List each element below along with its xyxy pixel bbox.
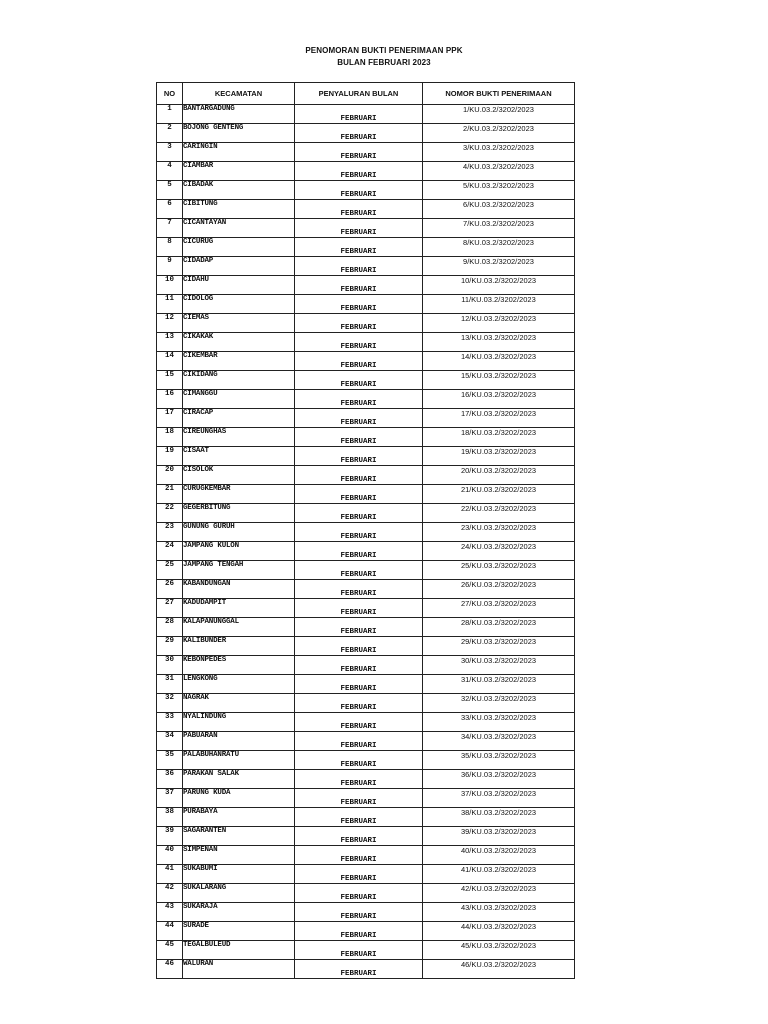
table-row bbox=[157, 618, 575, 637]
kecamatan-cell: BANTARGADUNG bbox=[183, 105, 295, 124]
table-row bbox=[157, 314, 575, 333]
table-row bbox=[157, 523, 575, 542]
document-title bbox=[0, 45, 768, 69]
penyaluran-bulan-cell: FEBRUARI bbox=[295, 827, 423, 846]
kecamatan-cell: JAMPANG KULON bbox=[183, 542, 295, 561]
kecamatan-cell: CISOLOK bbox=[183, 466, 295, 485]
row-number: 1 bbox=[157, 105, 183, 124]
table-row bbox=[157, 257, 575, 276]
kecamatan-cell: CIKEMBAR bbox=[183, 352, 295, 371]
row-number: 32 bbox=[157, 694, 183, 713]
nomor-bukti-cell: 42/KU.03.2/3202/2023 bbox=[423, 884, 575, 903]
row-number: 17 bbox=[157, 409, 183, 428]
nomor-bukti-cell: 32/KU.03.2/3202/2023 bbox=[423, 694, 575, 713]
nomor-bukti-cell: 40/KU.03.2/3202/2023 bbox=[423, 846, 575, 865]
nomor-bukti-cell: 26/KU.03.2/3202/2023 bbox=[423, 580, 575, 599]
penyaluran-bulan-cell: FEBRUARI bbox=[295, 694, 423, 713]
kecamatan-cell: CIDAHU bbox=[183, 276, 295, 295]
kecamatan-cell: CIKIDANG bbox=[183, 371, 295, 390]
penyaluran-bulan-cell: FEBRUARI bbox=[295, 428, 423, 447]
nomor-bukti-cell: 34/KU.03.2/3202/2023 bbox=[423, 732, 575, 751]
kecamatan-cell: NYALINDUNG bbox=[183, 713, 295, 732]
kecamatan-cell: WALURAN bbox=[183, 960, 295, 979]
nomor-bukti-cell: 15/KU.03.2/3202/2023 bbox=[423, 371, 575, 390]
row-number: 10 bbox=[157, 276, 183, 295]
kecamatan-cell: CIEMAS bbox=[183, 314, 295, 333]
penyaluran-bulan-cell: FEBRUARI bbox=[295, 523, 423, 542]
row-number: 12 bbox=[157, 314, 183, 333]
penyaluran-bulan-cell: FEBRUARI bbox=[295, 713, 423, 732]
penyaluran-bulan-cell: FEBRUARI bbox=[295, 352, 423, 371]
penyaluran-bulan-cell: FEBRUARI bbox=[295, 314, 423, 333]
kecamatan-cell: SURADE bbox=[183, 922, 295, 941]
kecamatan-cell: CIBITUNG bbox=[183, 200, 295, 219]
nomor-bukti-cell: 19/KU.03.2/3202/2023 bbox=[423, 447, 575, 466]
row-number: 34 bbox=[157, 732, 183, 751]
row-number: 6 bbox=[157, 200, 183, 219]
table-row bbox=[157, 827, 575, 846]
nomor-bukti-cell: 36/KU.03.2/3202/2023 bbox=[423, 770, 575, 789]
kecamatan-cell: CIREUNGHAS bbox=[183, 428, 295, 447]
row-number: 14 bbox=[157, 352, 183, 371]
nomor-bukti-cell: 12/KU.03.2/3202/2023 bbox=[423, 314, 575, 333]
penyaluran-bulan-cell: FEBRUARI bbox=[295, 789, 423, 808]
penyaluran-bulan-cell: FEBRUARI bbox=[295, 865, 423, 884]
kecamatan-cell: KABANDUNGAN bbox=[183, 580, 295, 599]
table-header bbox=[157, 83, 575, 105]
nomor-bukti-cell: 37/KU.03.2/3202/2023 bbox=[423, 789, 575, 808]
header-nomor-bukti: NOMOR BUKTI PENERIMAAN bbox=[423, 83, 575, 105]
row-number: 35 bbox=[157, 751, 183, 770]
table-row bbox=[157, 409, 575, 428]
row-number: 45 bbox=[157, 941, 183, 960]
table-row bbox=[157, 200, 575, 219]
kecamatan-cell: CIAMBAR bbox=[183, 162, 295, 181]
kecamatan-cell: KADUDAMPIT bbox=[183, 599, 295, 618]
penyaluran-bulan-cell: FEBRUARI bbox=[295, 238, 423, 257]
kecamatan-cell: CIDOLOG bbox=[183, 295, 295, 314]
row-number: 30 bbox=[157, 656, 183, 675]
header-row bbox=[157, 83, 575, 105]
penyaluran-bulan-cell: FEBRUARI bbox=[295, 751, 423, 770]
table-row bbox=[157, 162, 575, 181]
nomor-bukti-cell: 8/KU.03.2/3202/2023 bbox=[423, 238, 575, 257]
penyaluran-bulan-cell: FEBRUARI bbox=[295, 599, 423, 618]
table-row bbox=[157, 238, 575, 257]
nomor-bukti-cell: 29/KU.03.2/3202/2023 bbox=[423, 637, 575, 656]
penyaluran-bulan-cell: FEBRUARI bbox=[295, 257, 423, 276]
row-number: 37 bbox=[157, 789, 183, 808]
row-number: 36 bbox=[157, 770, 183, 789]
nomor-bukti-cell: 13/KU.03.2/3202/2023 bbox=[423, 333, 575, 352]
nomor-bukti-cell: 4/KU.03.2/3202/2023 bbox=[423, 162, 575, 181]
penyaluran-bulan-cell: FEBRUARI bbox=[295, 162, 423, 181]
penyaluran-bulan-cell: FEBRUARI bbox=[295, 485, 423, 504]
nomor-bukti-cell: 25/KU.03.2/3202/2023 bbox=[423, 561, 575, 580]
nomor-bukti-cell: 9/KU.03.2/3202/2023 bbox=[423, 257, 575, 276]
penyaluran-bulan-cell: FEBRUARI bbox=[295, 143, 423, 162]
table-row bbox=[157, 390, 575, 409]
nomor-bukti-cell: 38/KU.03.2/3202/2023 bbox=[423, 808, 575, 827]
penyaluran-bulan-cell: FEBRUARI bbox=[295, 105, 423, 124]
table-row bbox=[157, 865, 575, 884]
penyaluran-bulan-cell: FEBRUARI bbox=[295, 466, 423, 485]
nomor-bukti-cell: 16/KU.03.2/3202/2023 bbox=[423, 390, 575, 409]
kecamatan-cell: CISAAT bbox=[183, 447, 295, 466]
row-number: 13 bbox=[157, 333, 183, 352]
kecamatan-cell: SUKABUMI bbox=[183, 865, 295, 884]
penyaluran-bulan-cell: FEBRUARI bbox=[295, 808, 423, 827]
table-row bbox=[157, 580, 575, 599]
nomor-bukti-cell: 44/KU.03.2/3202/2023 bbox=[423, 922, 575, 941]
nomor-bukti-cell: 22/KU.03.2/3202/2023 bbox=[423, 504, 575, 523]
row-number: 27 bbox=[157, 599, 183, 618]
nomor-bukti-cell: 1/KU.03.2/3202/2023 bbox=[423, 105, 575, 124]
kecamatan-cell: PARUNG KUDA bbox=[183, 789, 295, 808]
header-penyaluran-bulan: PENYALURAN BULAN bbox=[295, 83, 423, 105]
kecamatan-cell: JAMPANG TENGAH bbox=[183, 561, 295, 580]
kecamatan-cell: CIRACAP bbox=[183, 409, 295, 428]
penyaluran-bulan-cell: FEBRUARI bbox=[295, 333, 423, 352]
nomor-bukti-cell: 31/KU.03.2/3202/2023 bbox=[423, 675, 575, 694]
nomor-bukti-cell: 2/KU.03.2/3202/2023 bbox=[423, 124, 575, 143]
row-number: 43 bbox=[157, 903, 183, 922]
penyaluran-bulan-cell: FEBRUARI bbox=[295, 618, 423, 637]
nomor-bukti-cell: 39/KU.03.2/3202/2023 bbox=[423, 827, 575, 846]
table-row bbox=[157, 846, 575, 865]
kecamatan-cell: BOJONG GENTENG bbox=[183, 124, 295, 143]
header-kecamatan: KECAMATAN bbox=[183, 83, 295, 105]
table-row bbox=[157, 808, 575, 827]
row-number: 44 bbox=[157, 922, 183, 941]
kecamatan-cell: KEBONPEDES bbox=[183, 656, 295, 675]
kecamatan-cell: PARAKAN SALAK bbox=[183, 770, 295, 789]
row-number: 16 bbox=[157, 390, 183, 409]
table-row bbox=[157, 770, 575, 789]
penyaluran-bulan-cell: FEBRUARI bbox=[295, 390, 423, 409]
kecamatan-cell: KALAPANUNGGAL bbox=[183, 618, 295, 637]
row-number: 24 bbox=[157, 542, 183, 561]
penyaluran-bulan-cell: FEBRUARI bbox=[295, 580, 423, 599]
kecamatan-cell: GEGERBITUNG bbox=[183, 504, 295, 523]
penyaluran-bulan-cell: FEBRUARI bbox=[295, 732, 423, 751]
kecamatan-cell: CURUGKEMBAR bbox=[183, 485, 295, 504]
penyaluran-bulan-cell: FEBRUARI bbox=[295, 637, 423, 656]
penyaluran-bulan-cell: FEBRUARI bbox=[295, 371, 423, 390]
table-row bbox=[157, 656, 575, 675]
penyaluran-bulan-cell: FEBRUARI bbox=[295, 295, 423, 314]
row-number: 8 bbox=[157, 238, 183, 257]
table-row bbox=[157, 922, 575, 941]
nomor-bukti-cell: 35/KU.03.2/3202/2023 bbox=[423, 751, 575, 770]
penyaluran-bulan-cell: FEBRUARI bbox=[295, 903, 423, 922]
row-number: 19 bbox=[157, 447, 183, 466]
row-number: 4 bbox=[157, 162, 183, 181]
penyaluran-bulan-cell: FEBRUARI bbox=[295, 884, 423, 903]
row-number: 9 bbox=[157, 257, 183, 276]
receipt-numbering-table bbox=[156, 82, 575, 979]
kecamatan-cell: GUNUNG GURUH bbox=[183, 523, 295, 542]
row-number: 28 bbox=[157, 618, 183, 637]
row-number: 7 bbox=[157, 219, 183, 238]
row-number: 21 bbox=[157, 485, 183, 504]
nomor-bukti-cell: 17/KU.03.2/3202/2023 bbox=[423, 409, 575, 428]
row-number: 29 bbox=[157, 637, 183, 656]
nomor-bukti-cell: 30/KU.03.2/3202/2023 bbox=[423, 656, 575, 675]
row-number: 39 bbox=[157, 827, 183, 846]
table-body bbox=[157, 105, 575, 979]
title-line-1: PENOMORAN BUKTI PENERIMAAN PPK bbox=[305, 46, 463, 55]
row-number: 40 bbox=[157, 846, 183, 865]
kecamatan-cell: SUKARAJA bbox=[183, 903, 295, 922]
table-row bbox=[157, 352, 575, 371]
penyaluran-bulan-cell: FEBRUARI bbox=[295, 846, 423, 865]
table-row bbox=[157, 143, 575, 162]
table-row bbox=[157, 219, 575, 238]
row-number: 18 bbox=[157, 428, 183, 447]
kecamatan-cell: LENGKONG bbox=[183, 675, 295, 694]
penyaluran-bulan-cell: FEBRUARI bbox=[295, 960, 423, 979]
nomor-bukti-cell: 27/KU.03.2/3202/2023 bbox=[423, 599, 575, 618]
kecamatan-cell: CICURUG bbox=[183, 238, 295, 257]
kecamatan-cell: CARINGIN bbox=[183, 143, 295, 162]
row-number: 31 bbox=[157, 675, 183, 694]
row-number: 11 bbox=[157, 295, 183, 314]
nomor-bukti-cell: 24/KU.03.2/3202/2023 bbox=[423, 542, 575, 561]
row-number: 20 bbox=[157, 466, 183, 485]
row-number: 42 bbox=[157, 884, 183, 903]
kecamatan-cell: SIMPENAN bbox=[183, 846, 295, 865]
kecamatan-cell: NAGRAK bbox=[183, 694, 295, 713]
row-number: 25 bbox=[157, 561, 183, 580]
table-row bbox=[157, 789, 575, 808]
nomor-bukti-cell: 6/KU.03.2/3202/2023 bbox=[423, 200, 575, 219]
nomor-bukti-cell: 46/KU.03.2/3202/2023 bbox=[423, 960, 575, 979]
row-number: 33 bbox=[157, 713, 183, 732]
table-row bbox=[157, 884, 575, 903]
nomor-bukti-cell: 18/KU.03.2/3202/2023 bbox=[423, 428, 575, 447]
table-row bbox=[157, 903, 575, 922]
row-number: 46 bbox=[157, 960, 183, 979]
nomor-bukti-cell: 28/KU.03.2/3202/2023 bbox=[423, 618, 575, 637]
kecamatan-cell: PALABUHANRATU bbox=[183, 751, 295, 770]
kecamatan-cell: TEGALBULEUD bbox=[183, 941, 295, 960]
row-number: 22 bbox=[157, 504, 183, 523]
penyaluran-bulan-cell: FEBRUARI bbox=[295, 447, 423, 466]
penyaluran-bulan-cell: FEBRUARI bbox=[295, 542, 423, 561]
table-row bbox=[157, 371, 575, 390]
row-number: 5 bbox=[157, 181, 183, 200]
nomor-bukti-cell: 14/KU.03.2/3202/2023 bbox=[423, 352, 575, 371]
row-number: 3 bbox=[157, 143, 183, 162]
table-row bbox=[157, 105, 575, 124]
penyaluran-bulan-cell: FEBRUARI bbox=[295, 219, 423, 238]
table-row bbox=[157, 504, 575, 523]
nomor-bukti-cell: 33/KU.03.2/3202/2023 bbox=[423, 713, 575, 732]
kecamatan-cell: CIKAKAK bbox=[183, 333, 295, 352]
penyaluran-bulan-cell: FEBRUARI bbox=[295, 181, 423, 200]
table-row bbox=[157, 181, 575, 200]
row-number: 2 bbox=[157, 124, 183, 143]
table-row bbox=[157, 485, 575, 504]
nomor-bukti-cell: 41/KU.03.2/3202/2023 bbox=[423, 865, 575, 884]
penyaluran-bulan-cell: FEBRUARI bbox=[295, 124, 423, 143]
penyaluran-bulan-cell: FEBRUARI bbox=[295, 561, 423, 580]
penyaluran-bulan-cell: FEBRUARI bbox=[295, 504, 423, 523]
row-number: 15 bbox=[157, 371, 183, 390]
kecamatan-cell: CIBADAK bbox=[183, 181, 295, 200]
penyaluran-bulan-cell: FEBRUARI bbox=[295, 200, 423, 219]
nomor-bukti-cell: 11/KU.03.2/3202/2023 bbox=[423, 295, 575, 314]
table-row bbox=[157, 276, 575, 295]
nomor-bukti-cell: 7/KU.03.2/3202/2023 bbox=[423, 219, 575, 238]
penyaluran-bulan-cell: FEBRUARI bbox=[295, 656, 423, 675]
table-row bbox=[157, 675, 575, 694]
penyaluran-bulan-cell: FEBRUARI bbox=[295, 770, 423, 789]
nomor-bukti-cell: 21/KU.03.2/3202/2023 bbox=[423, 485, 575, 504]
table-row bbox=[157, 447, 575, 466]
penyaluran-bulan-cell: FEBRUARI bbox=[295, 675, 423, 694]
table-row bbox=[157, 941, 575, 960]
row-number: 38 bbox=[157, 808, 183, 827]
penyaluran-bulan-cell: FEBRUARI bbox=[295, 409, 423, 428]
kecamatan-cell: SAGARANTEN bbox=[183, 827, 295, 846]
nomor-bukti-cell: 45/KU.03.2/3202/2023 bbox=[423, 941, 575, 960]
kecamatan-cell: SUKALARANG bbox=[183, 884, 295, 903]
nomor-bukti-cell: 43/KU.03.2/3202/2023 bbox=[423, 903, 575, 922]
table-row bbox=[157, 124, 575, 143]
table-row bbox=[157, 428, 575, 447]
kecamatan-cell: KALIBUNDER bbox=[183, 637, 295, 656]
nomor-bukti-cell: 20/KU.03.2/3202/2023 bbox=[423, 466, 575, 485]
table-row bbox=[157, 694, 575, 713]
table-row bbox=[157, 732, 575, 751]
nomor-bukti-cell: 3/KU.03.2/3202/2023 bbox=[423, 143, 575, 162]
kecamatan-cell: CICANTAYAN bbox=[183, 219, 295, 238]
kecamatan-cell: PURABAYA bbox=[183, 808, 295, 827]
row-number: 26 bbox=[157, 580, 183, 599]
penyaluran-bulan-cell: FEBRUARI bbox=[295, 922, 423, 941]
nomor-bukti-cell: 10/KU.03.2/3202/2023 bbox=[423, 276, 575, 295]
table-row bbox=[157, 637, 575, 656]
row-number: 23 bbox=[157, 523, 183, 542]
table-row bbox=[157, 466, 575, 485]
penyaluran-bulan-cell: FEBRUARI bbox=[295, 276, 423, 295]
table-row bbox=[157, 561, 575, 580]
kecamatan-cell: CIMANGGU bbox=[183, 390, 295, 409]
table-row bbox=[157, 542, 575, 561]
table-row bbox=[157, 751, 575, 770]
table-row bbox=[157, 333, 575, 352]
penyaluran-bulan-cell: FEBRUARI bbox=[295, 941, 423, 960]
table-row bbox=[157, 599, 575, 618]
row-number: 41 bbox=[157, 865, 183, 884]
header-no: NO bbox=[157, 83, 183, 105]
table-row bbox=[157, 713, 575, 732]
nomor-bukti-cell: 23/KU.03.2/3202/2023 bbox=[423, 523, 575, 542]
table-row bbox=[157, 960, 575, 979]
kecamatan-cell: CIDADAP bbox=[183, 257, 295, 276]
nomor-bukti-cell: 5/KU.03.2/3202/2023 bbox=[423, 181, 575, 200]
kecamatan-cell: PABUARAN bbox=[183, 732, 295, 751]
table-row bbox=[157, 295, 575, 314]
title-line-2: BULAN FEBRUARI 2023 bbox=[337, 58, 431, 67]
